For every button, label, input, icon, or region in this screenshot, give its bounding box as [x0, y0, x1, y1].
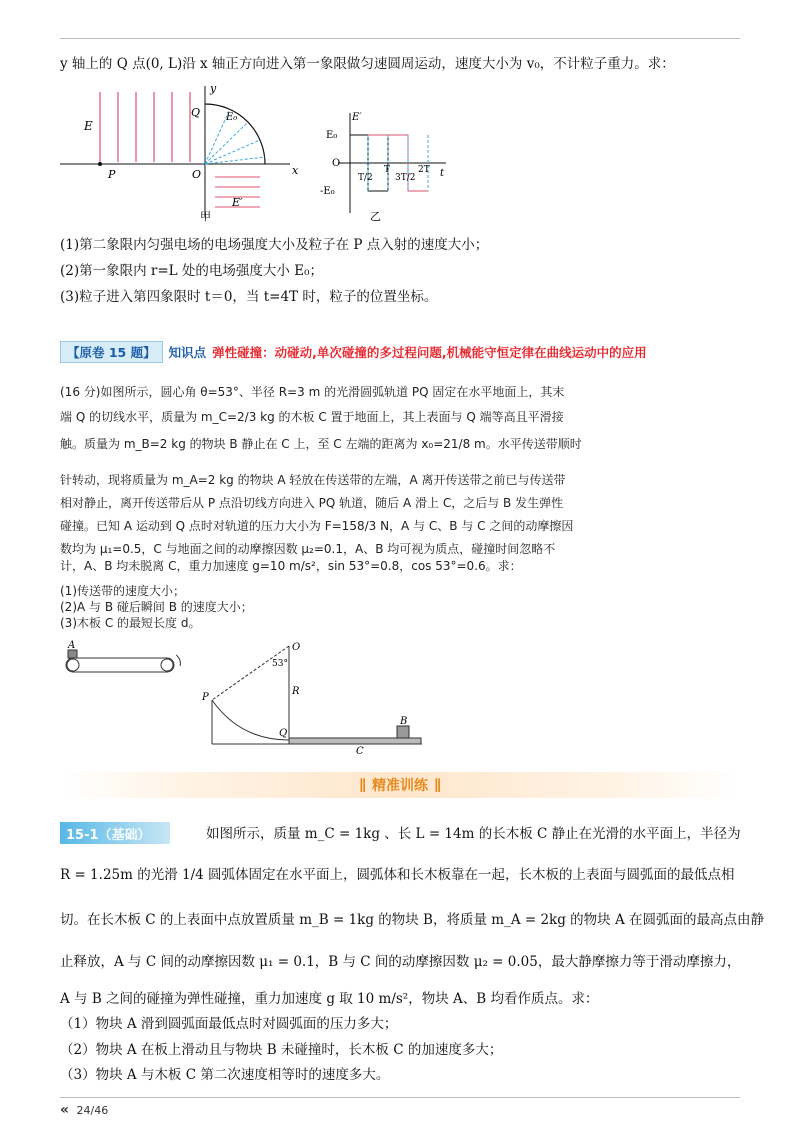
figure-problem15	[60, 636, 460, 756]
banner-decoration-right: ∥	[434, 777, 441, 793]
label-T2: T/2	[358, 173, 373, 183]
original-question-badge: 【原卷 15 题】	[60, 341, 163, 363]
label-E: E	[84, 119, 93, 133]
problem15-line: 计，A、B 均未脱离 C，重力加速度 g=10 m/s²，sin 53°=0.8，cos 53°=0.6。求：	[60, 559, 522, 573]
knowledge-label: 知识点	[168, 345, 207, 360]
question-3: (3)粒子进入第四象限时 t＝0，当 t=4T 时，粒子的位置坐标。	[60, 289, 438, 305]
field-lines	[100, 92, 190, 162]
training-line: A 与 B 之间的碰撞为弹性碰撞，重力加速度 g 取 10 m/s²，物块 A、B 均看作质点。求：	[60, 991, 599, 1007]
page-number: 24/46	[76, 1104, 109, 1117]
page-footer	[60, 1102, 108, 1118]
figure-jia	[60, 82, 310, 222]
label-2T: 2T	[418, 165, 430, 175]
problem15-line: (16 分)如图所示，圆心角 θ=53°、半径 R=3 m 的光滑圆弧轨道 PQ 固定在水平地面上，其末	[60, 385, 565, 399]
problem15-line: 触。质量为 m_B=2 kg 的物块 B 静止在 C 上，至 C 左端的距离为 x₀=21/8 m。水平传送带顺时	[60, 437, 582, 451]
label-O: O	[192, 168, 202, 181]
block-A	[68, 650, 77, 658]
caption-jia: 甲	[200, 210, 211, 222]
label-3T2: 3T/2	[395, 173, 416, 183]
caption-yi: 乙	[370, 210, 381, 223]
training-banner	[60, 772, 740, 798]
problem15-question: (2)A 与 B 碰后瞬间 B 的速度大小；	[60, 600, 253, 614]
label-t: t	[440, 168, 445, 179]
footer-mark: «	[60, 1102, 70, 1118]
label-Q: Q	[191, 106, 201, 119]
training-question: （3）物块 A 与木板 C 第二次速度相等时的速度多大。	[60, 1067, 390, 1083]
problem15-line: 针转动，现将质量为 m_A=2 kg 的物块 A 轻放在传送带的左端，A 离开传送带之前已与传送带	[60, 473, 566, 487]
label-O: O	[292, 642, 301, 653]
label-C: C	[356, 746, 364, 756]
banner-decoration-left: ∥	[359, 777, 366, 793]
section-label: 15-1（基础）	[60, 822, 170, 844]
label-B: B	[400, 716, 408, 727]
label-T: T	[384, 165, 391, 175]
problem15-line: 端 Q 的切线水平，质量为 m_C=2/3 kg 的木板 C 置于地面上，其上表面与 Q 端等高且平滑接	[60, 410, 564, 424]
problem15-question: (1)传送带的速度大小；	[60, 584, 185, 598]
training-line: 切。在长木板 C 的上表面中点放置质量 m_B = 1kg 的物块 B，将质量 m_A = 2kg 的物块 A 在圆弧面的最高点由静	[60, 912, 765, 928]
problem15-line: 数均为 μ₁=0.5，C 与地面之间的动摩擦因数 μ₂=0.1，A、B 均可视为质点，碰撞时间忽略不	[60, 542, 556, 556]
label-Q: Q	[279, 728, 288, 739]
label-E0: E₀	[226, 112, 238, 123]
label-Eprime: E′	[232, 196, 243, 209]
label-A: A	[68, 640, 76, 651]
label-angle: 53°	[272, 659, 288, 669]
label-O: O	[332, 158, 341, 169]
bottom-divider	[60, 1097, 740, 1098]
block-B	[397, 726, 409, 738]
label-negE0: -E₀	[320, 186, 335, 197]
figure-yi	[318, 108, 458, 223]
training-line: R = 1.25m 的光滑 1/4 圆弧体固定在水平面上，圆弧体和长木板靠在一起，长木板的上表面与圆弧面的最低点相	[60, 867, 735, 883]
problem15-question: (3)木板 C 的最短长度 d。	[60, 616, 201, 630]
label-y: y	[210, 82, 217, 95]
training-line: 如图所示，质量 m_C = 1kg 、长 L = 14m 的长木板 C 静止在光滑的水平面上，半径为	[206, 826, 741, 842]
label-x: x	[292, 164, 299, 177]
label-R: R	[292, 686, 300, 697]
training-question: （2）物块 A 在板上滑动且与物块 B 未碰撞时，长木板 C 的加速度多大；	[60, 1042, 503, 1058]
board-C	[289, 738, 421, 744]
problem15-line: 碰撞。已知 A 运动到 Q 点时对轨道的压力大小为 F=158/3 N，A 与 C、B 与 C 之间的动摩擦因	[60, 519, 574, 533]
label-P: P	[202, 692, 209, 703]
top-divider	[60, 38, 740, 39]
label-E0: E₀	[326, 130, 338, 141]
problem15-line: 相对静止，离开传送带后从 P 点沿切线方向进入 PQ 轨道，随后 A 滑上 C，之后与 B 发生弹性	[60, 496, 564, 510]
question-1: (1)第二象限内匀强电场的电场强度大小及粒子在 P 点入射的速度大小；	[60, 237, 489, 253]
knowledge-tag	[60, 342, 647, 362]
intro-line: y 轴上的 Q 点(0, L)沿 x 轴正方向进入第一象限做匀速圆周运动，速度大小为 v₀，不计粒子重力。求：	[60, 56, 675, 72]
question-2: (2)第一象限内 r=L 处的电场强度大小 E₀；	[60, 263, 323, 279]
label-P: P	[108, 168, 116, 181]
training-line: 止释放，A 与 C 间的动摩擦因数 μ₁ = 0.1，B 与 C 间的动摩擦因数 μ₂ = 0.05，最大静摩擦力等于滑动摩擦力，	[60, 954, 741, 970]
training-question: （1）物块 A 滑到圆弧面最低点时对圆弧面的压力多大；	[60, 1016, 398, 1032]
conveyor-belt	[66, 655, 180, 672]
banner-title: 精准训练	[372, 778, 428, 794]
knowledge-topic: 弹性碰撞：动碰动,单次碰撞的多过程问题,机械能守恒定律在曲线运动中的应用	[212, 345, 647, 360]
label-Eprime: E′	[352, 112, 362, 123]
